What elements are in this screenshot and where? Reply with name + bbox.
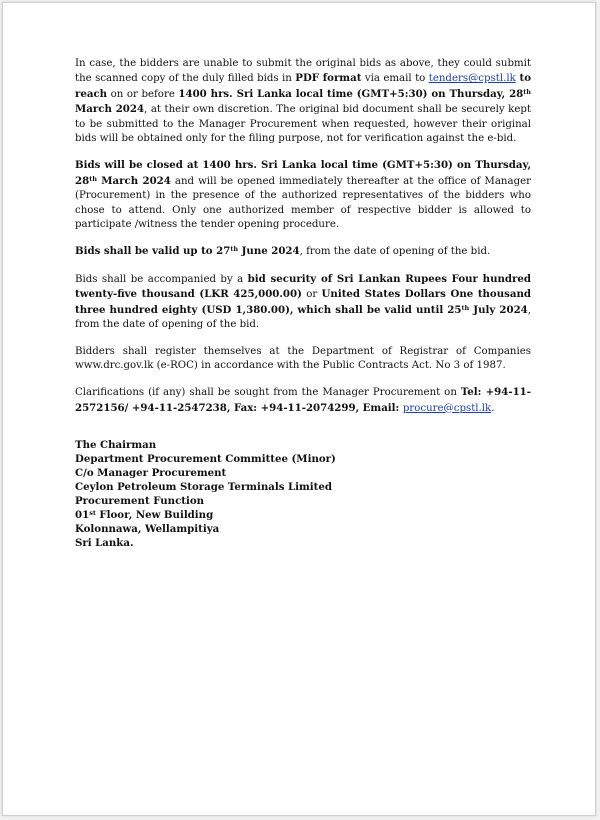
text-span: on or before	[107, 88, 179, 100]
to-reach-bold: to reach	[75, 72, 531, 100]
contact-bold: Tel: +94-11-2572156/ +94-11-2547238, Fax: +94-11-2074299, Email:	[75, 386, 531, 414]
ordinal-suffix: th	[461, 303, 470, 312]
text-span: Bidders shall register themselves at the Department of Registrar of Companies www.drc.gov.lk (e-ROC) in accordance with the Public Contracts Act. No 3 of 1987.	[75, 345, 531, 371]
ordinal-suffix: th	[230, 245, 239, 254]
paragraph-bid-validity	[75, 244, 531, 259]
document-page	[2, 2, 596, 816]
paragraph-email-submission	[75, 57, 531, 146]
ordinal-suffix: th	[89, 174, 97, 183]
validity-bold	[75, 245, 300, 257]
text-span: , at their own discretion. The original bid document shall be securely kept to be submitted to the Manager Procurement when requested, however their original bids will be obtained only for the filing purpose, not for verification against the e-bid.	[75, 104, 531, 145]
ordinal-suffix: st	[89, 509, 96, 518]
pdf-format-bold: PDF format	[295, 72, 362, 85]
usd-text: United States Dollars One thousand three hundred eighty (USD 1,380.00), which shall be valid until 25	[75, 288, 532, 316]
usd-month: July 2024	[469, 303, 528, 316]
text-span: Bids shall be accompanied by a	[75, 273, 248, 285]
text-span: via email to	[361, 73, 429, 85]
signature-floor	[75, 508, 531, 522]
signature-locality: Kolonnawa, Wellampitiya	[75, 523, 220, 536]
procure-email-link[interactable]: procure@cpstl.lk	[402, 402, 492, 414]
paragraph-bid-security	[75, 272, 531, 333]
signature-title: The Chairman	[75, 439, 157, 452]
text-span: In case, the bidders are unable to submit the original bids as above, they could submit the scanned copy of the duly filled bids in	[75, 58, 531, 85]
signature-committee: Department Procurement Committee (Minor)	[75, 453, 336, 466]
document-body	[75, 57, 531, 550]
tenders-email-link[interactable]: tenders@cpstl.lk	[428, 73, 516, 85]
paragraph-registration	[75, 345, 531, 374]
closing-month: March 2024	[96, 174, 171, 187]
floor-text: Floor, New Building	[95, 509, 214, 522]
deadline-text: 1400 hrs. Sri Lanka local time (GMT+5:30) on Thursday, 28	[178, 87, 524, 100]
text-span: , from the date of opening of the bid.	[75, 304, 532, 331]
lkr-security-bold: bid security of Sri Lankan Rupees Four hundred twenty-five thousand (LKR 425,000.00)	[75, 272, 531, 301]
text-span: .	[491, 402, 495, 414]
signature-block	[75, 438, 531, 550]
paragraph-clarifications	[75, 385, 531, 416]
text-span: or	[301, 289, 322, 301]
signature-function: Procurement Function	[75, 495, 205, 508]
ordinal-suffix: th	[523, 87, 531, 96]
signature-care-of: C/o Manager Procurement	[75, 467, 227, 480]
validity-month: June 2024	[238, 245, 300, 258]
text-span: and will be opened immediately thereafter at the office of Manager (Procurement) in the presence of the authorized representatives of the bidders who chose to attend. Only one authorized member of respective bidder is allowed to participate /witness the tender opening procedure.	[75, 175, 531, 231]
floor-number: 01	[75, 509, 90, 522]
closing-text: Bids will be closed at 1400 hrs. Sri Lanka local time (GMT+5:30) on Thursday, 28	[75, 159, 531, 187]
signature-organization: Ceylon Petroleum Storage Terminals Limited	[75, 481, 332, 494]
paragraph-bid-closing	[75, 158, 531, 232]
text-span: Clarifications (if any) shall be sought from the Manager Procurement on	[75, 387, 461, 399]
text-span: , from the date of opening of the bid.	[299, 246, 491, 258]
signature-country: Sri Lanka.	[75, 537, 134, 550]
deadline-month: March 2024	[75, 103, 145, 116]
validity-text: Bids shall be valid up to 27	[75, 245, 231, 258]
